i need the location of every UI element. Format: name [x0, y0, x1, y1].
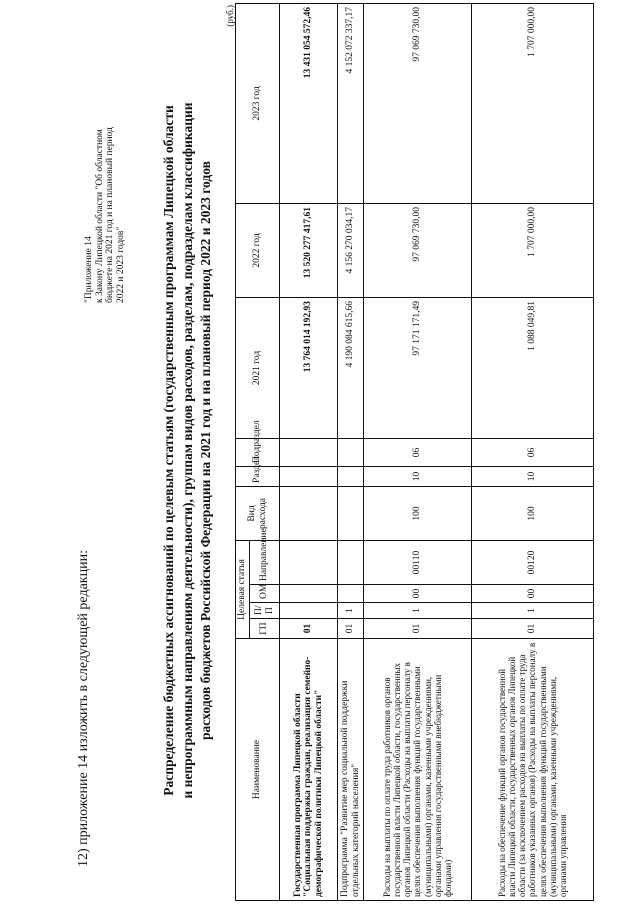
row-2022: 4 156 270 034,17 — [338, 203, 364, 297]
appendix-line: "Приложение 14 — [84, 236, 94, 303]
row-pgp: 1 — [472, 603, 594, 619]
row-om: 00 — [472, 585, 594, 603]
row-2021: 97 171 171,49 — [364, 297, 472, 438]
header-gp: ГП — [250, 619, 280, 639]
row-name: Расходы на обеспечение функций органов государственной власти Липецкой области, государственных органов Липецкой области (за исключением расходов на выплаты по оплате труда работников указанных органов) (Расходы на выплаты персоналу в целях обеспечения выполнения функций государственными (муниципальными) органами, казенными учреждениями, органами управления — [472, 639, 594, 901]
budget-table — [235, 3, 594, 901]
intro-text: 12) приложение 14 изложить в следующей редакции: — [76, 550, 91, 867]
row-2021: 1 088 049,81 — [472, 297, 594, 438]
row-expense-type — [338, 486, 364, 540]
row-direction — [280, 540, 338, 584]
header-subsection: Подраздел — [236, 438, 280, 466]
row-gp: 01 — [472, 619, 594, 639]
row-direction — [338, 540, 364, 584]
table-row — [338, 3, 364, 900]
title-line: и непрограммным направлениям деятельности), группам видов расходов, разделам, подразделам классификации — [179, 102, 195, 799]
header-om: ОМ — [250, 585, 280, 603]
header-target-article: Целевая статья — [236, 540, 250, 638]
row-gp: 01 — [338, 619, 364, 639]
appendix-note — [84, 13, 127, 303]
row-om — [338, 585, 364, 603]
row-pgp: 1 — [338, 603, 364, 619]
row-2023: 97 069 730,00 — [364, 3, 472, 203]
row-expense-type: 100 — [472, 486, 594, 540]
row-pgp — [280, 603, 338, 619]
header-2022: 2022 год — [236, 203, 280, 297]
table-row — [472, 3, 594, 900]
document-title — [160, 0, 216, 903]
appendix-line: 2022 и 2023 годов" — [115, 226, 126, 303]
row-expense-type — [280, 486, 338, 540]
header-section: Раздел — [236, 466, 280, 486]
table-row — [280, 3, 338, 900]
appendix-line: к Закону Липецкой области "Об областном — [94, 129, 105, 303]
row-subsection — [280, 438, 338, 466]
header-direction: Направление — [250, 540, 280, 584]
row-2023: 4 152 072 337,17 — [338, 3, 364, 203]
title-line: Распределение бюджетных ассигнований по целевым статьям (государственным программам Липецкой области — [161, 105, 176, 796]
row-2022: 13 520 277 417,61 — [280, 203, 338, 297]
header-2021: 2021 год — [236, 297, 280, 438]
row-gp: 01 — [280, 619, 338, 639]
row-section: 10 — [472, 466, 594, 486]
row-2021: 13 764 014 192,93 — [280, 297, 338, 438]
row-name: Расходы на выплаты по оплате труда работников органов государственной власти Липецкой области, государственных органов Липецкой области (Расходы на выплаты персоналу в целях обеспечения выполнения функций государственными (муниципальными) органами, казенными учреждениями, органами управления государственными внебюджетными фондами) — [364, 639, 472, 901]
row-expense-type: 100 — [364, 486, 472, 540]
row-subsection — [338, 438, 364, 466]
row-direction: 00120 — [472, 540, 594, 584]
row-2022: 97 069 730,00 — [364, 203, 472, 297]
row-name: Подпрограмма "Развитие мер социальной поддержки отдельных категорий населения" — [338, 639, 364, 901]
row-subsection: 06 — [364, 438, 472, 466]
row-subsection: 06 — [472, 438, 594, 466]
header-pgp: П/П — [250, 603, 280, 619]
row-om — [280, 585, 338, 603]
row-2021: 4 190 084 615,66 — [338, 297, 364, 438]
row-2022: 1 707 000,00 — [472, 203, 594, 297]
row-pgp: 1 — [364, 603, 472, 619]
row-om: 00 — [364, 585, 472, 603]
header-row — [236, 3, 250, 900]
table-row — [364, 3, 472, 900]
row-2023: 1 707 000,00 — [472, 3, 594, 203]
row-section — [338, 466, 364, 486]
row-2023: 13 431 054 572,46 — [280, 3, 338, 203]
header-name: Наименование — [236, 639, 280, 901]
appendix-line: бюджете на 2021 год и на плановый период — [105, 127, 116, 303]
currency-unit: (руб.) — [225, 5, 235, 27]
row-name: Государственная программа Липецкой области "Социальная поддержка граждан, реализация семейно-демографической политики Липецкой области" — [280, 639, 338, 901]
row-gp: 01 — [364, 619, 472, 639]
header-2023: 2023 год — [236, 3, 280, 203]
row-section — [280, 466, 338, 486]
row-section: 10 — [364, 466, 472, 486]
title-line: расходов бюджетов Российской Федерации на 2021 год и на плановый период 2022 и 2023 годов — [198, 161, 214, 740]
header-expense-type: Вид расхода — [236, 486, 280, 540]
row-direction: 00110 — [364, 540, 472, 584]
